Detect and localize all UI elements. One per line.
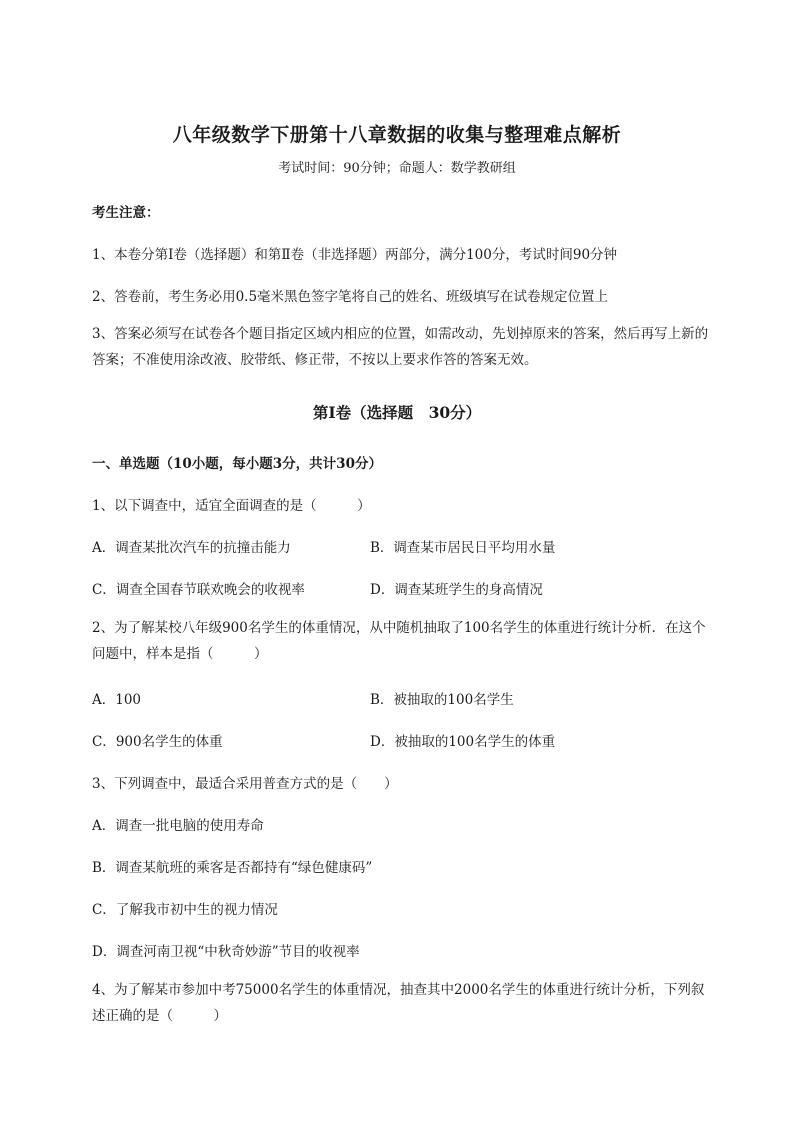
option-c: C．调查全国春节联欢晚会的收视率 xyxy=(92,582,305,598)
question-stem: 3、下列调查中，最适合采用普查方式的是（ ） xyxy=(92,776,398,792)
section-title: 第I卷（选择题 30分） xyxy=(312,403,482,422)
question-stem: 4、为了解某市参加中考75000名学生的体重情况，抽查其中2000名学生的体重进行统计分析，下列叙述正确的是（ ） xyxy=(92,982,705,1024)
exam-info: 考试时间：90分钟；命题人：数学教研组 xyxy=(278,161,516,176)
option-d: D．被抽取的100名学生的体重 xyxy=(370,734,556,750)
notice-item: 1、本卷分第I卷（选择题）和第Ⅱ卷（非选择题）两部分，满分100分，考试时间90分钟 xyxy=(92,247,618,263)
option-c: C．了解我市初中生的视力情况 xyxy=(92,902,278,918)
option-d: D．调查河南卫视“中秋奇妙游”节目的收视率 xyxy=(92,944,360,960)
option-a: A．100 xyxy=(92,692,142,708)
option-a: A．调查某批次汽车的抗撞击能力 xyxy=(92,540,291,556)
option-c: C．900名学生的体重 xyxy=(92,734,223,750)
notice-heading: 考生注意： xyxy=(92,205,160,221)
option-b: B．调查某市居民日平均用水量 xyxy=(370,540,556,556)
part-heading: 一、单选题（10小题，每小题3分，共计30分） xyxy=(92,456,382,472)
notice-item: 3、答案必须写在试卷各个题目指定区域内相应的位置，如需改动，先划掉原来的答案，然后再写上新的答案；不准使用涂改液、胶带纸、修正带，不按以上要求作答的答案无效。 xyxy=(92,326,709,368)
notice-item: 2、答卷前，考生务必用0.5毫米黑色签字笔将自己的姓名、班级填写在试卷规定位置上 xyxy=(92,289,609,305)
option-b: B．调查某航班的乘客是否都持有“绿色健康码” xyxy=(92,860,373,876)
page-title: 八年级数学下册第十八章数据的收集与整理难点解析 xyxy=(172,124,622,146)
question-stem: 1、以下调查中，适宜全面调查的是（ ） xyxy=(92,498,371,514)
option-a: A．调查一批电脑的使用寿命 xyxy=(92,818,264,834)
question-stem: 2、为了解某校八年级900名学生的体重情况，从中随机抽取了100名学生的体重进行统计分析．在这个问题中，样本是指（ ） xyxy=(92,620,706,662)
option-b: B．被抽取的100名学生 xyxy=(370,692,514,708)
option-d: D．调查某班学生的身高情况 xyxy=(370,582,543,598)
